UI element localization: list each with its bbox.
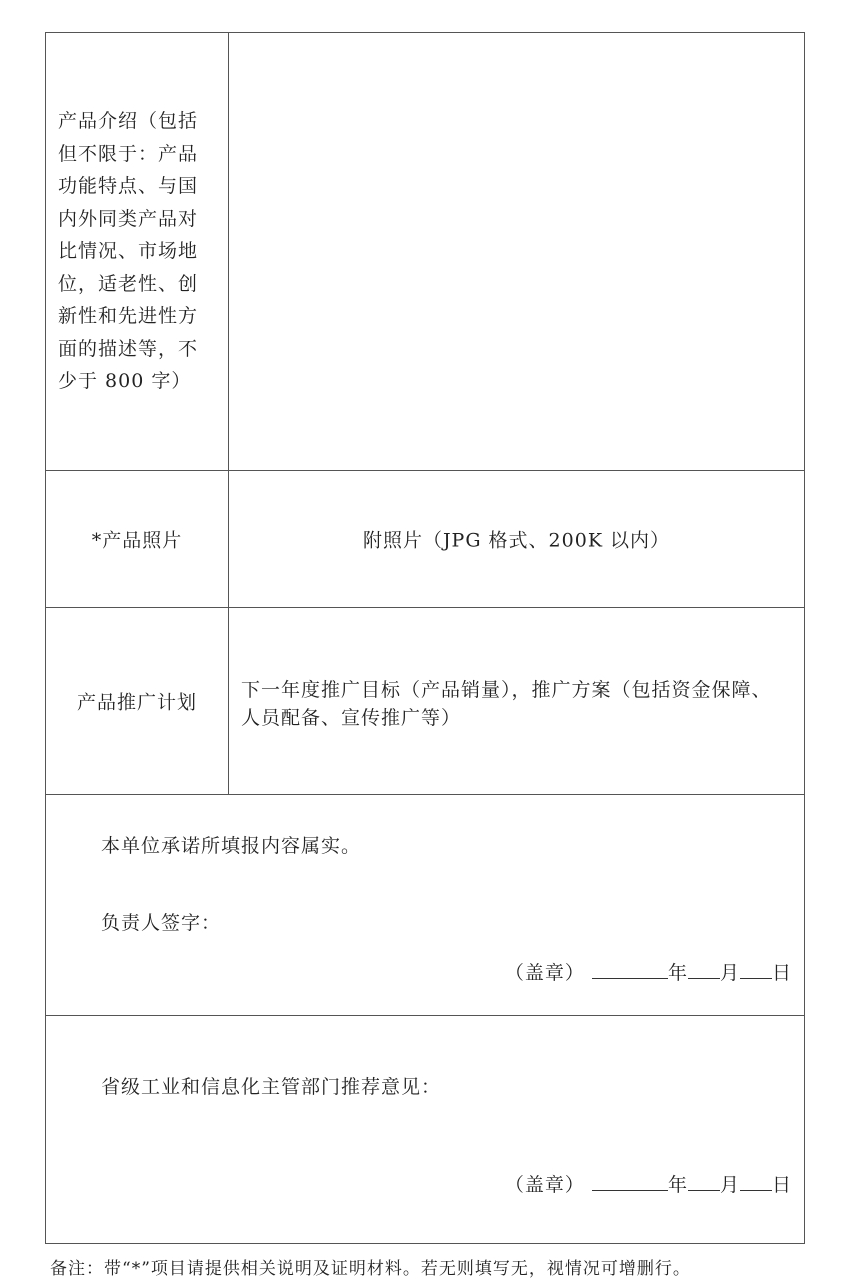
intro-label-line: 比情况、市场地 (58, 240, 199, 262)
intro-label-cell (46, 33, 229, 470)
application-form-table (45, 32, 805, 1244)
intro-label-line: 面的描述等，不 (58, 337, 199, 360)
intro-label-line: 功能特点、与国 (58, 175, 199, 197)
month-blank[interactable] (688, 1171, 720, 1191)
promotion-instruction (241, 676, 798, 732)
intro-value-cell[interactable] (229, 33, 804, 470)
year-blank[interactable] (592, 959, 668, 979)
promotion-value-cell[interactable] (229, 608, 804, 794)
recommendation-label: 省级工业和信息化主管部门推荐意见： (101, 1076, 442, 1098)
recommendation-row (46, 1016, 804, 1243)
footnote: 备注：带“*”项目请提供相关说明及证明材料。若无则填写无，视情况可增删行。 (50, 1259, 691, 1279)
day-blank[interactable] (740, 959, 772, 979)
intro-label-line: 新性和先进性方 (58, 305, 199, 327)
seal-label: （盖章） (504, 1174, 585, 1196)
photo-row (46, 471, 804, 608)
month-blank[interactable] (688, 959, 720, 979)
day-label: 日 (771, 962, 792, 984)
day-blank[interactable] (740, 1171, 772, 1191)
promotion-instruction-line: 下一年度推广目标（产品销量），推广方案（包括资金保障、 (241, 679, 772, 701)
commitment-seal-date (505, 958, 792, 985)
year-blank[interactable] (592, 1171, 668, 1191)
intro-label-line: 但不限于：产品 (58, 142, 199, 165)
month-label: 月 (719, 1174, 740, 1196)
photo-label-cell (46, 471, 229, 607)
photo-instruction: 附照片（JPG 格式、200K 以内） (362, 529, 671, 552)
year-label: 年 (667, 1174, 688, 1196)
commitment-statement: 本单位承诺所填报内容属实。 (101, 835, 362, 857)
intro-label (58, 105, 218, 398)
intro-label-line: 产品介绍（包括 (58, 110, 199, 132)
year-label: 年 (667, 962, 688, 984)
seal-label: （盖章） (504, 962, 585, 984)
intro-label-line: 内外同类产品对 (58, 207, 199, 230)
intro-label-line: 位，适老性、创 (58, 272, 199, 295)
recommendation-seal-date (505, 1170, 792, 1197)
photo-value-cell[interactable] (229, 471, 804, 607)
signature-label: 负责人签字： (101, 912, 222, 934)
promotion-label: 产品推广计划 (76, 691, 197, 714)
promotion-label-cell (46, 608, 229, 794)
promotion-instruction-line: 人员配备、宣传推广等） (241, 707, 462, 729)
day-label: 日 (771, 1174, 792, 1196)
intro-label-line: 少于 800 字） (58, 370, 192, 392)
photo-label: *产品照片 (91, 529, 183, 552)
commitment-row (46, 795, 804, 1016)
promotion-row (46, 608, 804, 795)
month-label: 月 (719, 962, 740, 984)
intro-row (46, 33, 804, 471)
